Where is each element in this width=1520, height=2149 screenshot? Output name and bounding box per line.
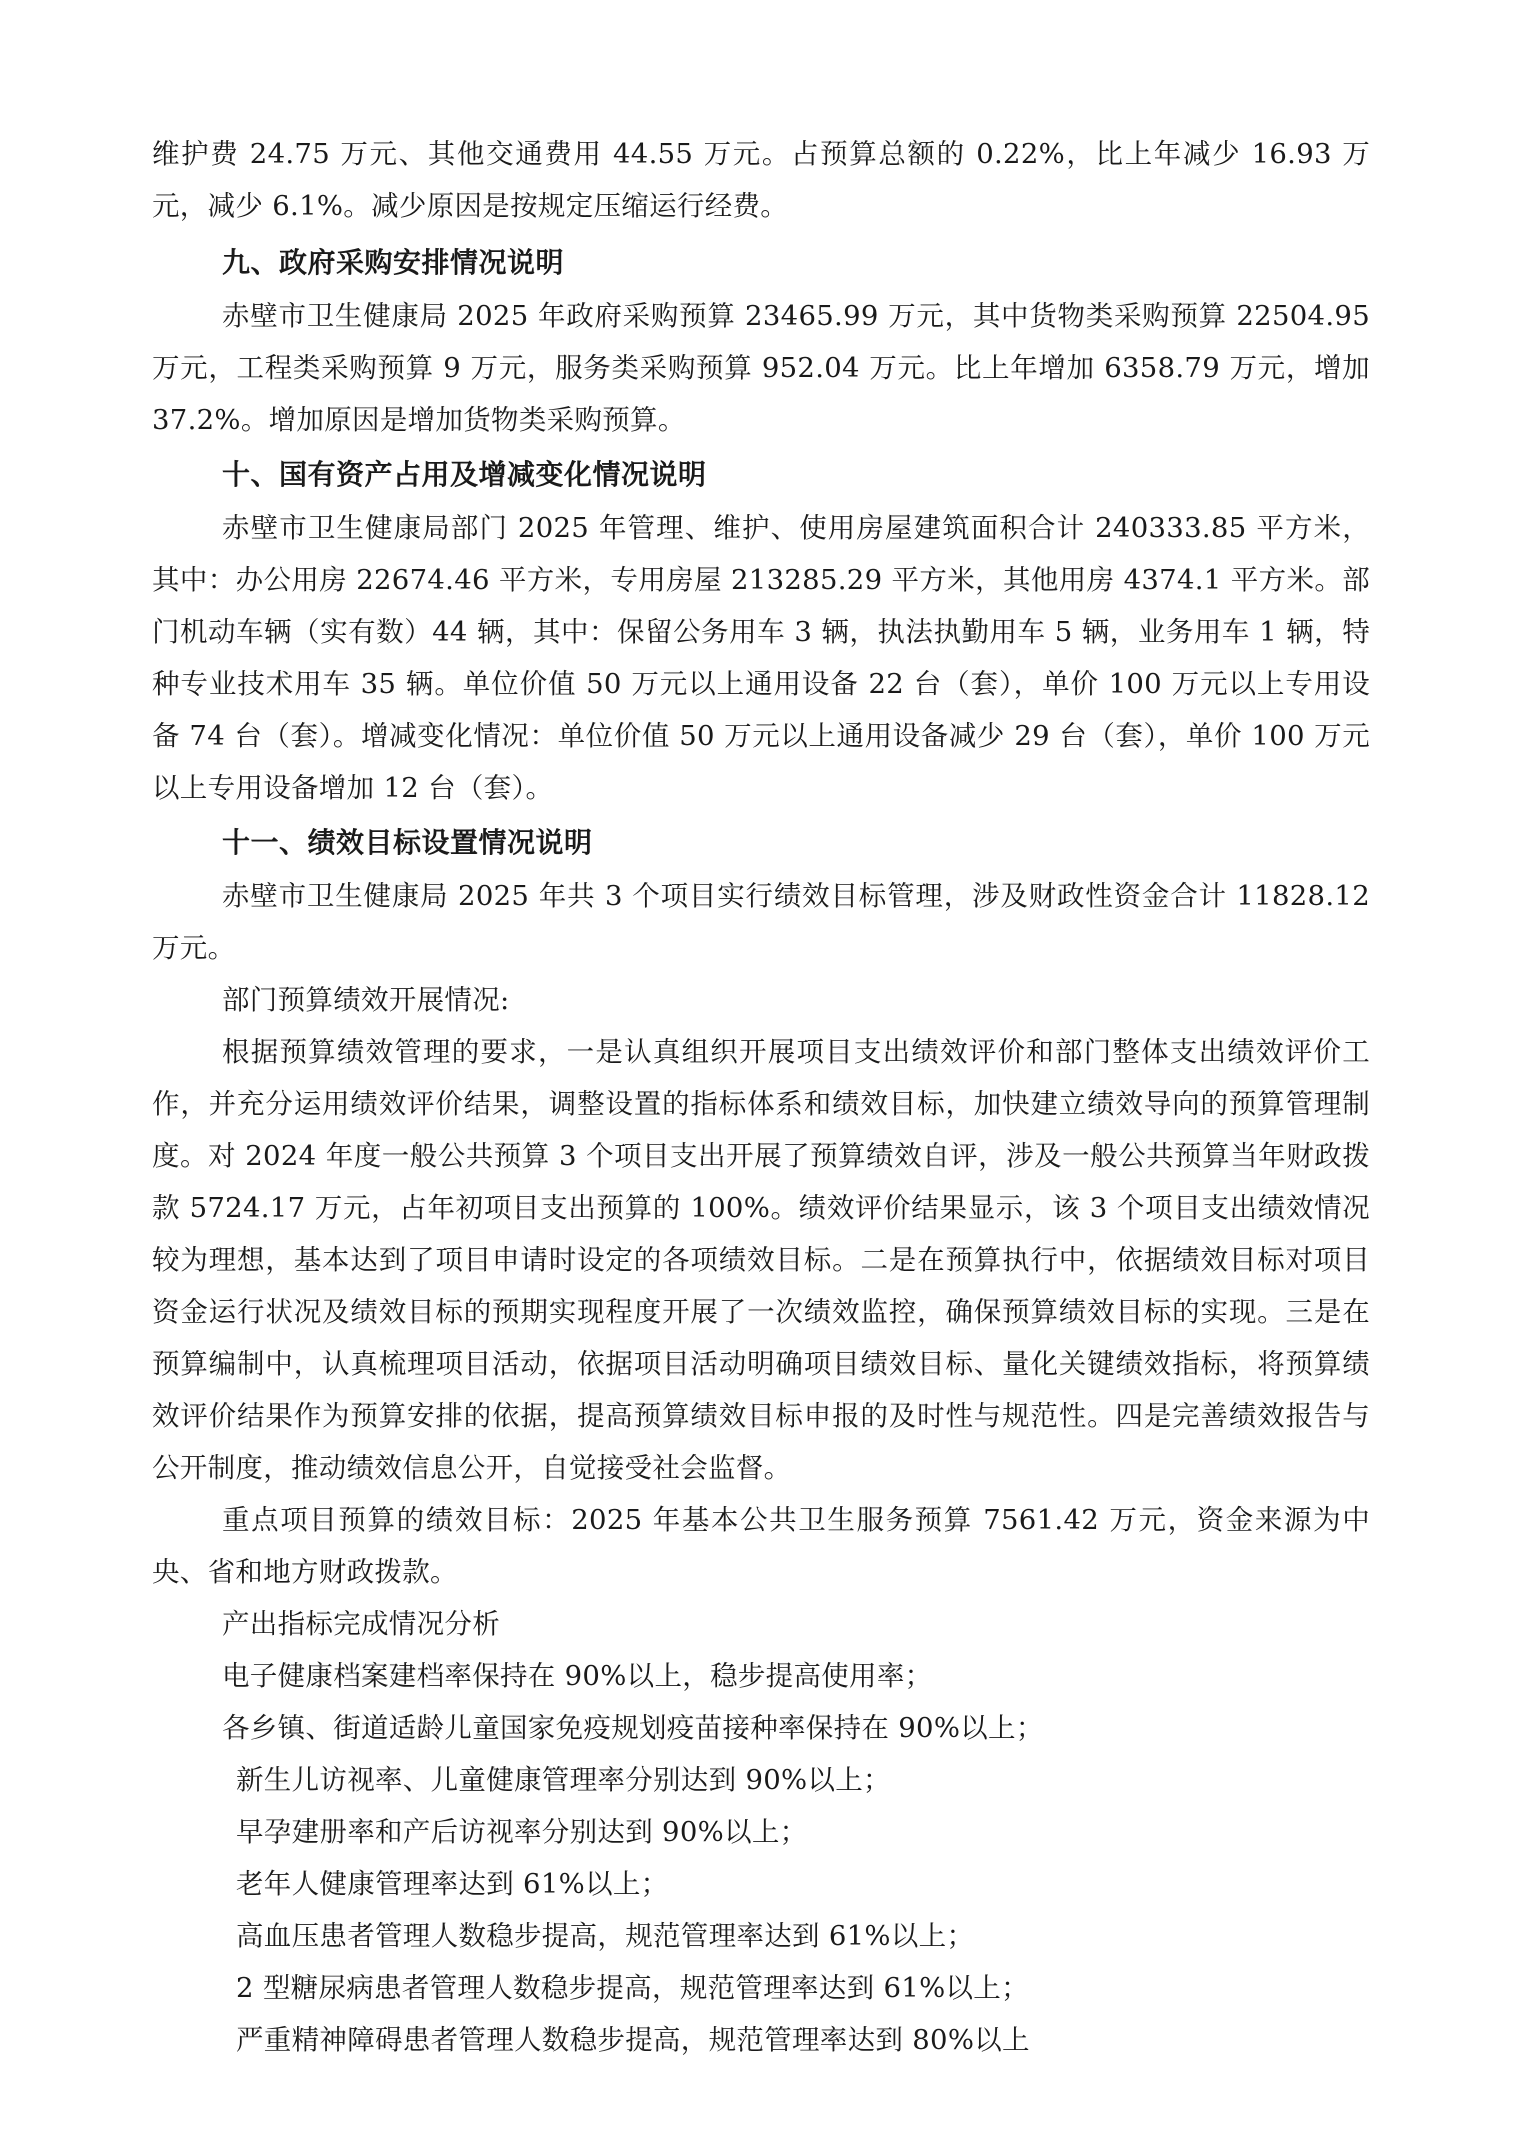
paragraph-transport-cost: 维护费 24.75 万元、其他交通费用 44.55 万元。占预算总额的 0.22%，比上年减少 16.93 万元，减少 6.1%。减少原因是按规定压缩运行经费。: [152, 138, 1370, 222]
heading-government-procurement: 九、政府采购安排情况说明: [222, 246, 565, 279]
list-item-elderly-care: 老年人健康管理率达到 61%以上；: [236, 1868, 669, 1900]
paragraph-performance-management: 根据预算绩效管理的要求，一是认真组织开展项目支出绩效评价和部门整体支出绩效评价工作，并充分运用绩效评价结果，调整设置的指标体系和绩效目标，加快建立绩效导向的预算管理制度。对 2024 年度一般公共预算 3 个项目支出开展了预算绩效自评，涉及一般公共预算当年财政拨款 5724.17 万元，占年初项目支出预算的 100%。绩效评价结果显示，该 3 个项目支出绩效情况较为理想，基本达到了项目申请时设定的各项绩效目标。二是在预算执行中，依据绩效目标对项目资金运行状况及绩效目标的预期实现程度开展了一次绩效监控，确保预算绩效目标的实现。三是在预算编制中，认真梳理项目活动，依据项目活动明确项目绩效目标、量化关键绩效指标，将预算绩效评价结果作为预算安排的依据，提高预算绩效目标申报的及时性与规范性。四是完善绩效报告与公开制度，推动绩效信息公开，自觉接受社会监督。: [152, 1036, 1370, 1484]
paragraph-state-assets: 赤壁市卫生健康局部门 2025 年管理、维护、使用房屋建筑面积合计 240333.85 平方米，其中：办公用房 22674.46 平方米，专用房屋 213285.29 平方米，其他用房 4374.1 平方米。部门机动车辆（实有数）44 辆，其中：保留公务用车 3 辆，执法执勤用车 5 辆，业务用车 1 辆，特种专业技术用车 35 辆。单位价值 50 万元以上通用设备 22 台（套），单价 100 万元以上专用设备 74 台（套）。增减变化情况：单位价值 50 万元以上通用设备减少 29 台（套），单价 100 万元以上专用设备增加 12 台（套）。: [152, 512, 1370, 804]
list-item-maternal-care: 早孕建册率和产后访视率分别达到 90%以上；: [236, 1816, 808, 1848]
list-item-mental-health: 严重精神障碍患者管理人数稳步提高，规范管理率达到 80%以上: [236, 2024, 1030, 2056]
paragraph-procurement: 赤壁市卫生健康局 2025 年政府采购预算 23465.99 万元，其中货物类采购预算 22504.95 万元，工程类采购预算 9 万元，服务类采购预算 952.04 万元。比上年增加 6358.79 万元，增加 37.2%。增加原因是增加货物类采购预算。: [152, 300, 1370, 436]
list-item-newborn-visit: 新生儿访视率、儿童健康管理率分别达到 90%以上；: [236, 1764, 891, 1796]
paragraph-key-project: 重点项目预算的绩效目标：2025 年基本公共卫生服务预算 7561.42 万元，资金来源为中央、省和地方财政拨款。: [152, 1504, 1370, 1588]
heading-state-assets: 十、国有资产占用及增减变化情况说明: [222, 458, 707, 491]
heading-performance-targets: 十一、绩效目标设置情况说明: [222, 826, 593, 859]
paragraph-performance-status-label: 部门预算绩效开展情况:: [222, 984, 510, 1016]
paragraph-performance-projects: 赤壁市卫生健康局 2025 年共 3 个项目实行绩效目标管理，涉及财政性资金合计 11828.12 万元。: [152, 880, 1370, 964]
document-body: [152, 128, 1370, 2066]
list-item-hypertension: 高血压患者管理人数稳步提高，规范管理率达到 61%以上；: [236, 1920, 975, 1952]
list-item-output-analysis: 产出指标完成情况分析: [222, 1608, 500, 1640]
list-item-health-records: 电子健康档案建档率保持在 90%以上，稳步提高使用率；: [222, 1660, 933, 1692]
list-item-diabetes: 2 型糖尿病患者管理人数稳步提高，规范管理率达到 61%以上；: [236, 1972, 1029, 2004]
list-item-immunization: 各乡镇、街道适龄儿童国家免疫规划疫苗接种率保持在 90%以上；: [222, 1712, 1044, 1744]
